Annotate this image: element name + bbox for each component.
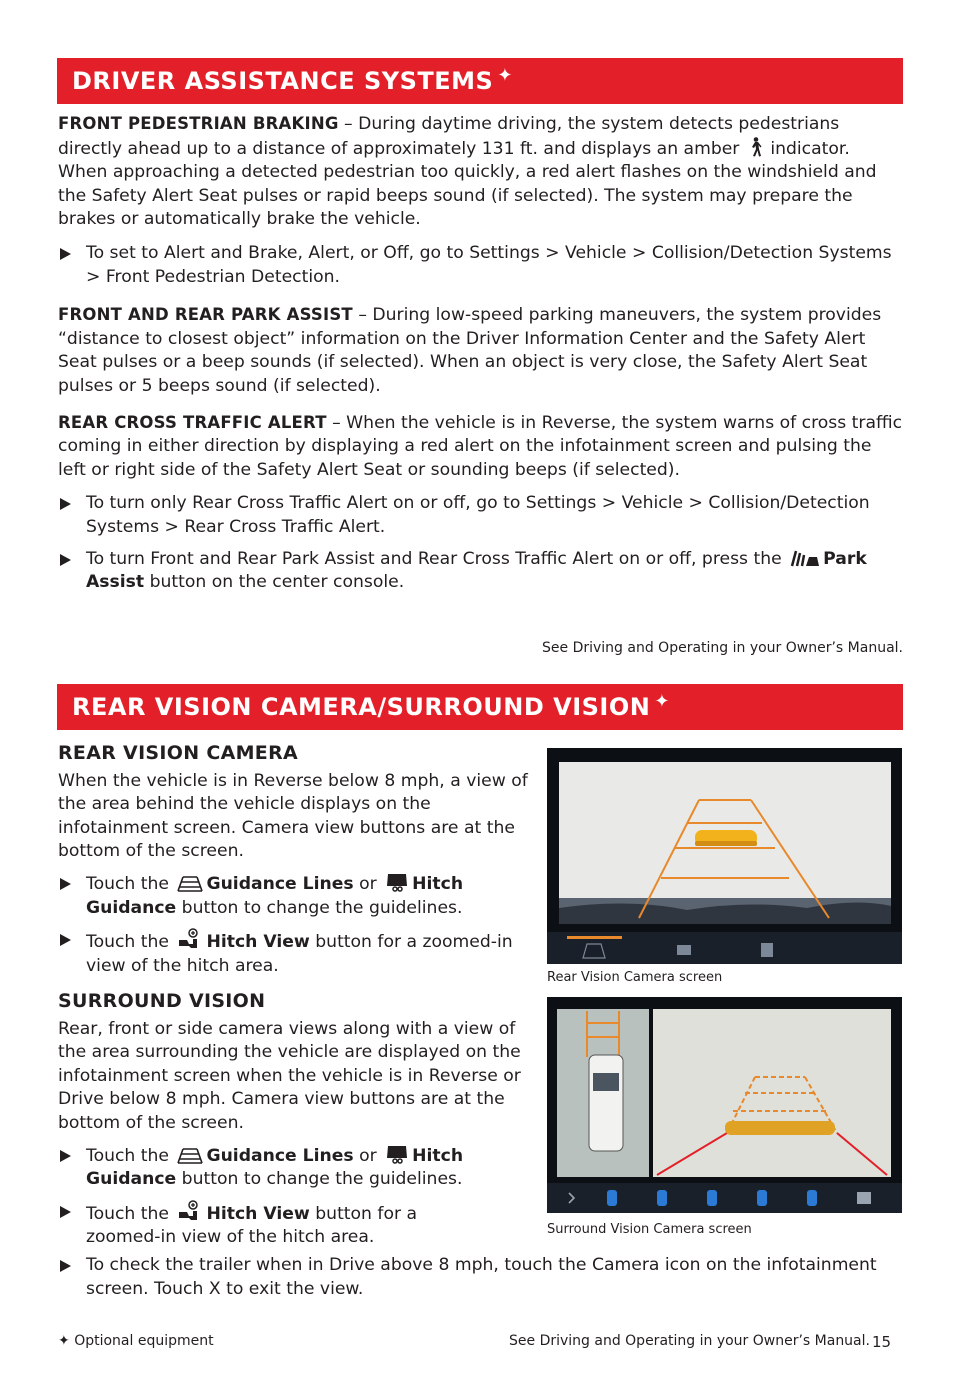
arrow-bullet-icon [60, 878, 71, 890]
front-pedestrian-braking-paragraph [58, 112, 903, 232]
park-assist-heading: FRONT AND REAR PARK ASSIST [58, 305, 353, 325]
arrow-bullet-icon [60, 1150, 71, 1162]
rear-vision-camera-screen-image [547, 748, 902, 964]
guidance-lines-label: Guidance Lines [206, 1145, 354, 1166]
bullet-text: or [353, 873, 383, 894]
fpb-settings-bullet [58, 242, 903, 289]
rcta-text: – When the vehicle is in Reverse, the system warns of cross traffic coming in either direction by displaying a red alert on the infotainment screen and pulsing the left or right side of the Safety Alert Seat or sounding beeps (if selected). [58, 412, 903, 480]
bullet-text: button for a zoomed-in view of the hitch area. [86, 1203, 418, 1248]
surround-vision-heading: SURROUND VISION [58, 990, 266, 1012]
bullet-text: To check the trailer when in Drive above 8 mph, touch the Camera icon on the infotainment screen. Touch X to exit the view. [86, 1255, 877, 1299]
bullet-text: To turn only Rear Cross Traffic Alert on or off, go to Settings > Vehicle > Collision/Detection Systems > Rear Cross Traffic Alert. [86, 493, 870, 537]
hitch-view-bullet-sv [58, 1200, 458, 1250]
bullet-text: button for a zoomed-in view of the hitch area. [86, 932, 513, 976]
park-assist-icon [790, 549, 820, 567]
page-number: 15 [872, 1333, 892, 1351]
trailer-bullet-block [58, 1254, 903, 1309]
footer-optional-equipment [58, 1333, 214, 1349]
hitch-guidance-icon [385, 1144, 409, 1164]
fpb-text-cont: indicator. When approaching a detected pedestrian too quickly, a red alert flashes on the windshield and the Safety Alert Seat pulses or rapid beeps sound (if selected). The system may prepare the brakes or automatically brake the vehicle. [58, 138, 877, 230]
hitch-view-icon [177, 1200, 203, 1222]
hitch-guidance-icon [385, 872, 409, 892]
bullet-text: button to change the guidelines. [176, 897, 463, 918]
footer-see-manual: See Driving and Operating in your Owner’s Manual. [509, 1333, 870, 1349]
guidance-lines-icon [177, 874, 203, 892]
optional-star-icon: ✦ [654, 690, 670, 712]
park-assist-label: Park Assist [86, 548, 867, 593]
rcta-paragraph [58, 411, 903, 483]
arrow-bullet-icon [60, 1260, 71, 1272]
fpb-text: – During daytime driving, the system detects pedestrians directly ahead up to a distance of approximately 131 ft. and displays an amber [58, 114, 840, 159]
section-banner-driver-assistance [57, 58, 903, 104]
park-assist-paragraph [58, 303, 903, 398]
optional-star-icon: ✦ [497, 64, 513, 86]
surround-vision-text: Rear, front or side camera views along with a view of the area surrounding the vehicle are displayed on the infotainment screen when the vehicle is in Reverse or Drive below 8 mph. Camera view buttons are at the bottom of the screen. [58, 1018, 521, 1133]
arrow-bullet-icon [60, 498, 71, 510]
optional-equipment-label: Optional equipment [74, 1333, 214, 1349]
bullet-text: To set to Alert and Brake, Alert, or Off, go to Settings > Vehicle > Collision/Detection Systems > Front Pedestrian Detection. [86, 242, 892, 287]
guidance-bullet-sv [58, 1144, 533, 1192]
section-banner-camera [57, 684, 903, 730]
hitch-guidance-label: Hitch Guidance [86, 873, 464, 918]
arrow-bullet-icon [60, 554, 71, 566]
park-assist-text: – During low-speed parking maneuvers, the system provides “distance to closest object” information on the Driver Information Center and the Safety Alert Seat pulses or a beep sounds (if selected). When an object is very close, the Safety Alert Seat pulses or 5 beeps sound (if selected). [58, 305, 882, 396]
rear-vision-camera-column [58, 742, 533, 986]
hitch-view-icon [177, 928, 203, 950]
surround-vision-caption: Surround Vision Camera screen [547, 1222, 752, 1237]
arrow-bullet-icon [60, 248, 71, 260]
surround-vision-column [58, 990, 533, 1258]
hitch-view-label: Hitch View [206, 1203, 310, 1224]
surround-vision-camera-screen-image [547, 997, 902, 1213]
guidance-lines-icon [177, 1146, 203, 1164]
arrow-bullet-icon [60, 1206, 71, 1218]
front-pedestrian-braking-heading: FRONT PEDESTRIAN BRAKING [58, 114, 339, 133]
rear-vision-caption: Rear Vision Camera screen [547, 970, 723, 985]
bullet-text: To turn Front and Rear Park Assist and Rear Cross Traffic Alert on or off, press the [86, 548, 782, 569]
bullet-text: Touch the [86, 1203, 169, 1224]
bullet-text: button to change the guidelines. [176, 1169, 463, 1190]
rear-vision-camera-text: When the vehicle is in Reverse below 8 mph, a view of the area behind the vehicle displays on the infotainment screen. Camera view buttons are at the bottom of the screen. [58, 770, 528, 862]
hitch-guidance-label: Hitch Guidance [86, 1145, 464, 1190]
hitch-view-label: Hitch View [206, 932, 310, 953]
arrow-bullet-icon [60, 934, 71, 946]
bullet-text: Touch the [86, 932, 169, 953]
guidance-lines-label: Guidance Lines [206, 873, 354, 894]
driver-assist-body [58, 112, 903, 603]
bullet-text: or [353, 1145, 383, 1166]
rear-vision-camera-heading: REAR VISION CAMERA [58, 742, 299, 764]
bullet-text-end: button on the center console. [144, 572, 405, 593]
rcta-settings-bullet [58, 492, 903, 539]
optional-star-icon: ✦ [58, 1333, 70, 1349]
banner-title: DRIVER ASSISTANCE SYSTEMS [72, 67, 494, 95]
pedestrian-icon [748, 137, 762, 157]
banner-title: REAR VISION CAMERA/SURROUND VISION [72, 693, 651, 721]
see-manual-reference: See Driving and Operating in your Owner’s Manual. [542, 640, 903, 656]
rcta-heading: REAR CROSS TRAFFIC ALERT [58, 412, 327, 432]
guidance-bullet-rvc [58, 872, 533, 920]
trailer-bullet [58, 1254, 903, 1301]
bullet-text: Touch the [86, 873, 169, 894]
park-assist-button-bullet [58, 548, 903, 595]
hitch-view-bullet-rvc [58, 928, 533, 978]
bullet-text: Touch the [86, 1145, 169, 1166]
